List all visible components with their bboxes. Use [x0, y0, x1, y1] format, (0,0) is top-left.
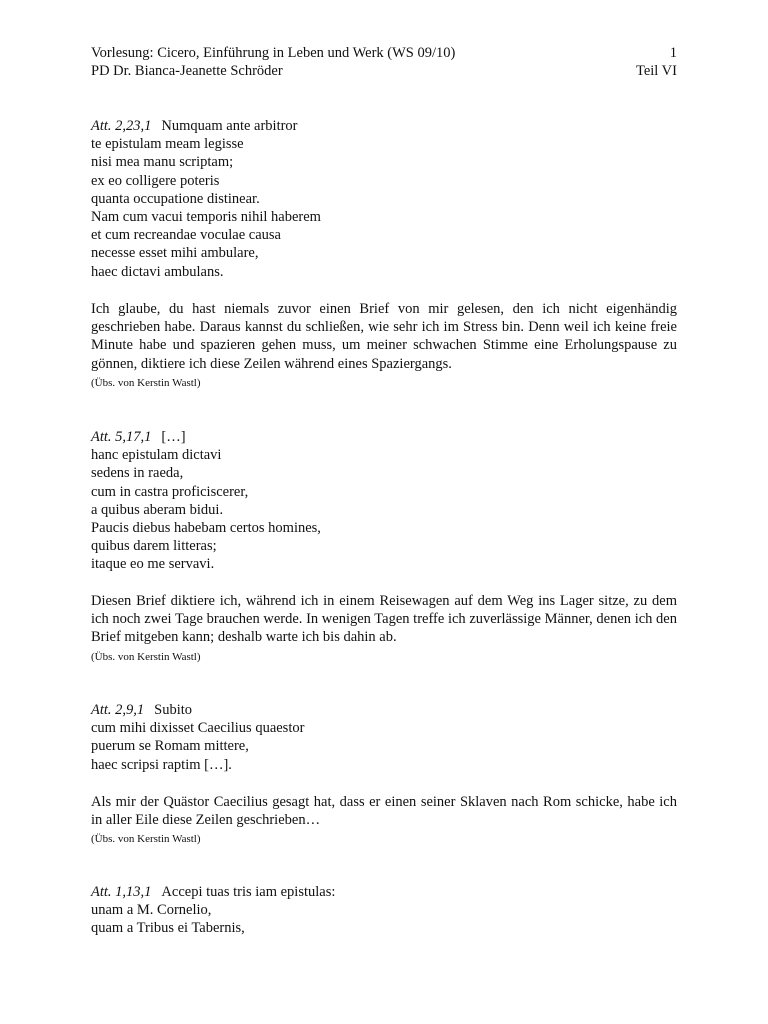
- latin-line: a quibus aberam bidui.: [91, 501, 224, 518]
- latin-line: et cum recreandae voculae causa: [91, 227, 281, 244]
- german-translation: Diesen Brief diktiere ich, während ich in einem Reisewagen auf dem Weg ins Lager sitze, zu dem ich noch zwei Tage brauchen werde. In wenigen Tagen treffe ich zuverlässige Männer, denen ich den Brief mitgeben kann; deshalb warte ich bis dahin ab.: [91, 593, 677, 646]
- translator-credit: (Übs. von Kerstin Wastl): [91, 376, 201, 389]
- lecturer-name: PD Dr. Bianca-Jeanette Schröder: [91, 63, 283, 79]
- latin-line: Att. 5,17,1 […]: [91, 429, 186, 445]
- latin-line: haec dictavi ambulans.: [91, 263, 224, 280]
- translator-credit: (Übs. von Kerstin Wastl): [91, 650, 201, 663]
- passage-3: [91, 701, 677, 774]
- latin-line: Att. 1,13,1 Accepi tuas tris iam epistulas:: [91, 884, 336, 900]
- latin-line: quanta occupatione distinear.: [91, 190, 260, 207]
- passage-reference: Att. 2,9,1: [91, 702, 145, 718]
- latin-line: cum in castra proficiscerer,: [91, 483, 249, 500]
- header-row-2: [91, 62, 677, 80]
- latin-line: unam a M. Cornelio,: [91, 902, 212, 919]
- latin-line: hanc epistulam dictavi: [91, 447, 222, 464]
- part-label: Teil VI: [635, 63, 677, 79]
- translation-2: [91, 592, 677, 664]
- latin-line: cum mihi dixisset Caecilius quaestor: [91, 720, 305, 737]
- translator-credit: (Übs. von Kerstin Wastl): [91, 833, 201, 846]
- latin-line: te epistulam meam legisse: [91, 136, 244, 153]
- latin-line: Att. 2,9,1 Subito: [91, 702, 193, 718]
- passage-reference: Att. 1,13,1: [91, 884, 152, 900]
- passage-4: [91, 883, 677, 938]
- german-translation: Als mir der Quästor Caecilius gesagt hat, dass er einen seiner Sklaven nach Rom schicke, habe ich in aller Eile diese Zeilen geschrieben…: [91, 794, 677, 829]
- passage-reference: Att. 5,17,1: [91, 429, 152, 445]
- latin-line: Att. 2,23,1 Numquam ante arbitror: [91, 118, 298, 134]
- latin-line: quam a Tribus ei Tabernis,: [91, 920, 245, 937]
- latin-line: quibus darem litteras;: [91, 538, 217, 555]
- latin-line: sedens in raeda,: [91, 465, 184, 482]
- latin-line: ex eo colligere poteris: [91, 172, 220, 189]
- course-title: Vorlesung: Cicero, Einführung in Leben und Werk (WS 09/10): [91, 45, 456, 61]
- latin-line: Paucis diebus habebam certos homines,: [91, 520, 321, 537]
- passage-reference: Att. 2,23,1: [91, 118, 152, 134]
- passage-1: [91, 117, 677, 281]
- latin-line: puerum se Romam mittere,: [91, 738, 249, 755]
- latin-line: Nam cum vacui temporis nihil haberem: [91, 209, 321, 226]
- translation-1: [91, 300, 677, 390]
- translation-3: [91, 793, 677, 846]
- latin-line: necesse esset mihi ambulare,: [91, 245, 259, 262]
- passage-2: [91, 428, 677, 574]
- header-row-1: [91, 44, 677, 62]
- latin-line: itaque eo me servavi.: [91, 556, 215, 573]
- german-translation: Ich glaube, du hast niemals zuvor einen Brief von mir gelesen, den ich nicht eigenhändig geschrieben habe. Daraus kannst du schließen, wie sehr ich im Stress bin. Denn weil ich keine freie Minute habe und spazieren gehen muss, um meiner schwachen Stimme eine Erholungspause zu gönnen, diktiere ich diese Zeilen während eines Spaziergangs.: [91, 301, 677, 372]
- latin-line: haec scripsi raptim […].: [91, 756, 232, 773]
- latin-line: nisi mea manu scriptam;: [91, 154, 234, 171]
- page-number: 1: [669, 45, 677, 61]
